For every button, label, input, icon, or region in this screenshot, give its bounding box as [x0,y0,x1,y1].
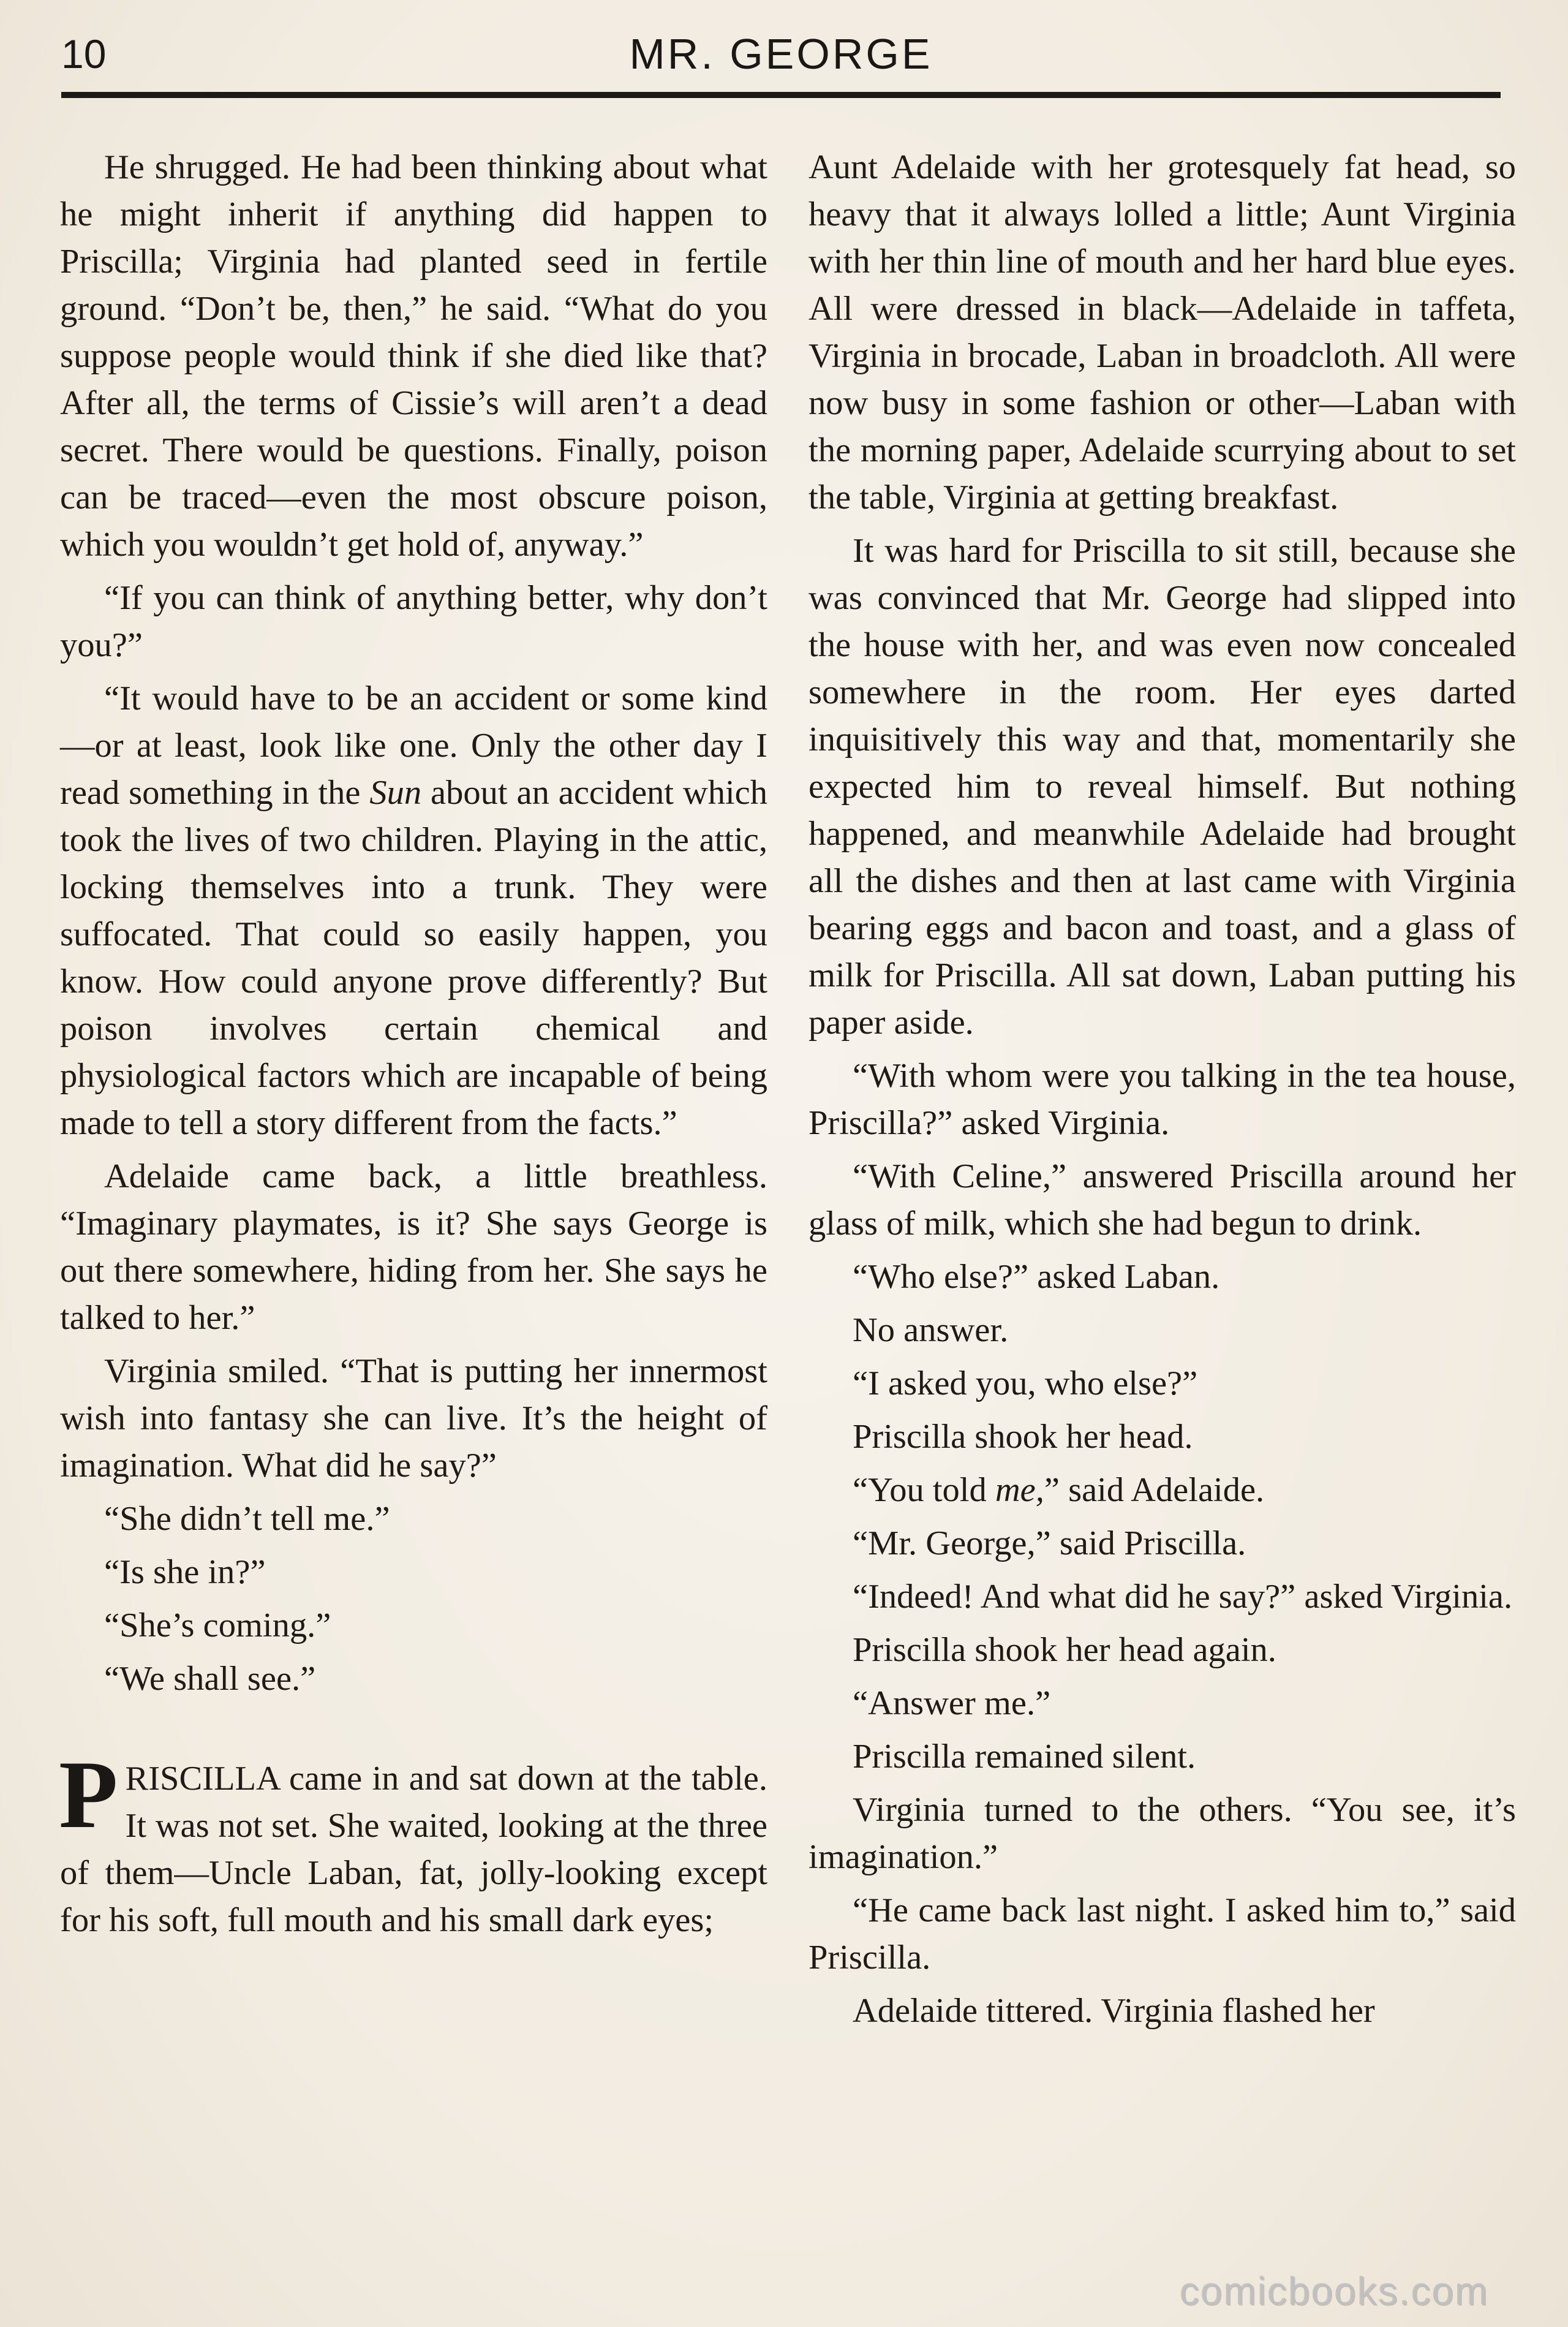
paragraph: “He came back last night. I asked him to,” said Priscilla. [809,1891,1516,1977]
page-header [61,25,1501,98]
paragraph: “I asked you, who else?” [853,1364,1198,1402]
paragraph: Adelaide tittered. Virginia flashed her [853,1992,1375,2030]
paragraph-text: came in and sat down at the table. It was not set. She waited, looking at the three of them—Uncle Laban, fat, jolly-looking except for his soft, full mouth and his small dark eyes; [60,1760,767,1939]
paragraph: Priscilla shook her head again. [853,1631,1276,1669]
paragraph: “If you can think of anything better, why don’t you?” [60,579,767,664]
paragraph-text: ” said Adelaide. [1044,1471,1265,1509]
page-number: 10 [61,31,107,77]
header-rule [61,92,1501,98]
paragraph: It was hard for Priscilla to sit still, because she was convinced that Mr. George had slipped into the house with her, and was even now concealed somewhere in the room. Her eyes darted inquisitively this way and that, momentarily she expected him to reveal himself. But nothing happened, and meanwhile Adelaide had brought all the dishes and then at last came with Virginia bearing eggs and bacon and toast, and a glass of milk for Priscilla. All sat down, Laban putting his paper aside. [809,532,1516,1042]
paragraph: Adelaide came back, a little breathless. “Imaginary playmates, is it? She says George is out there somewhere, hiding from her. She says he talked to her.” [60,1157,767,1337]
running-head: MR. GEORGE [629,30,933,78]
right-column [809,144,1516,2041]
paragraph [809,1467,1516,1514]
paragraph [60,675,767,1147]
section-opening-paragraph [59,1741,767,1944]
watermark: comicbooks.com [1179,2269,1488,2313]
paragraph: He shrugged. He had been thinking about what he might inherit if anything did happen to Priscilla; Virginia had planted seed in fertile ground. “Don’t be, then,” he said. “What do you suppose people would think if she died like that? After all, the terms of Cissie’s will aren’t a dead secret. There would be questions. Finally, poison can be traced—even the most obscure poison, which you wouldn’t get hold of, anyway.” [60,148,767,564]
emphasis: me, [995,1471,1044,1509]
paragraph-text: “You told [853,1471,995,1509]
paragraph: “Mr. George,” said Priscilla. [853,1524,1246,1562]
paragraph: “Who else?” asked Laban. [853,1258,1220,1296]
paragraph: Virginia smiled. “That is putting her innermost wish into fantasy she can live. It’s the height of imagination. What did he say?” [60,1352,767,1485]
paragraph: Priscilla shook her head. [853,1418,1193,1456]
paragraph: “Answer me.” [853,1684,1051,1722]
paragraph-text: about an accident which took the lives of two children. Playing in the attic, locking themselves into a trunk. They were suffocated. That could so easily happen, you know. How could anyone prove differently? But poison involves certain chemical and physiological factors which are incapable of being made to tell a story different from the facts.” [60,774,767,1142]
paragraph: “With whom were you talking in the tea house, Priscilla?” asked Virginia. [809,1057,1516,1142]
drop-cap: P [59,1741,118,1848]
paragraph: Virginia turned to the others. “You see, it’s imagination.” [809,1791,1516,1876]
paragraph: No answer. [853,1311,1009,1349]
paragraph: “Is she in?” [104,1553,266,1591]
paragraph: Priscilla remained silent. [853,1738,1196,1776]
paragraph: “She’s coming.” [104,1606,331,1644]
left-column [60,144,767,1950]
small-caps-lead: RISCILLA [125,1760,279,1798]
paragraph: Aunt Adelaide with her grotesquely fat head, so heavy that it always lolled a little; Aunt Virginia with her thin line of mouth and her hard blue eyes. All were dressed in black—Adelaide in taffeta, Virginia in brocade, Laban in broadcloth. All were now busy in some fashion or other—Laban with the morning paper, Adelaide scurrying about to set the table, Virginia at getting breakfast. [809,148,1516,516]
paragraph: “We shall see.” [104,1660,316,1698]
paragraph: “With Celine,” answered Priscilla around her glass of milk, which she had begun to drink. [809,1157,1516,1243]
paragraph: “Indeed! And what did he say?” asked Virginia. [853,1578,1513,1616]
paragraph-text: “It would have to be an accident or some kind—or at least, look like one. Only the other day I read something in the [60,679,767,812]
newspaper-title: Sun [369,774,422,812]
paragraph: “She didn’t tell me.” [104,1500,390,1538]
